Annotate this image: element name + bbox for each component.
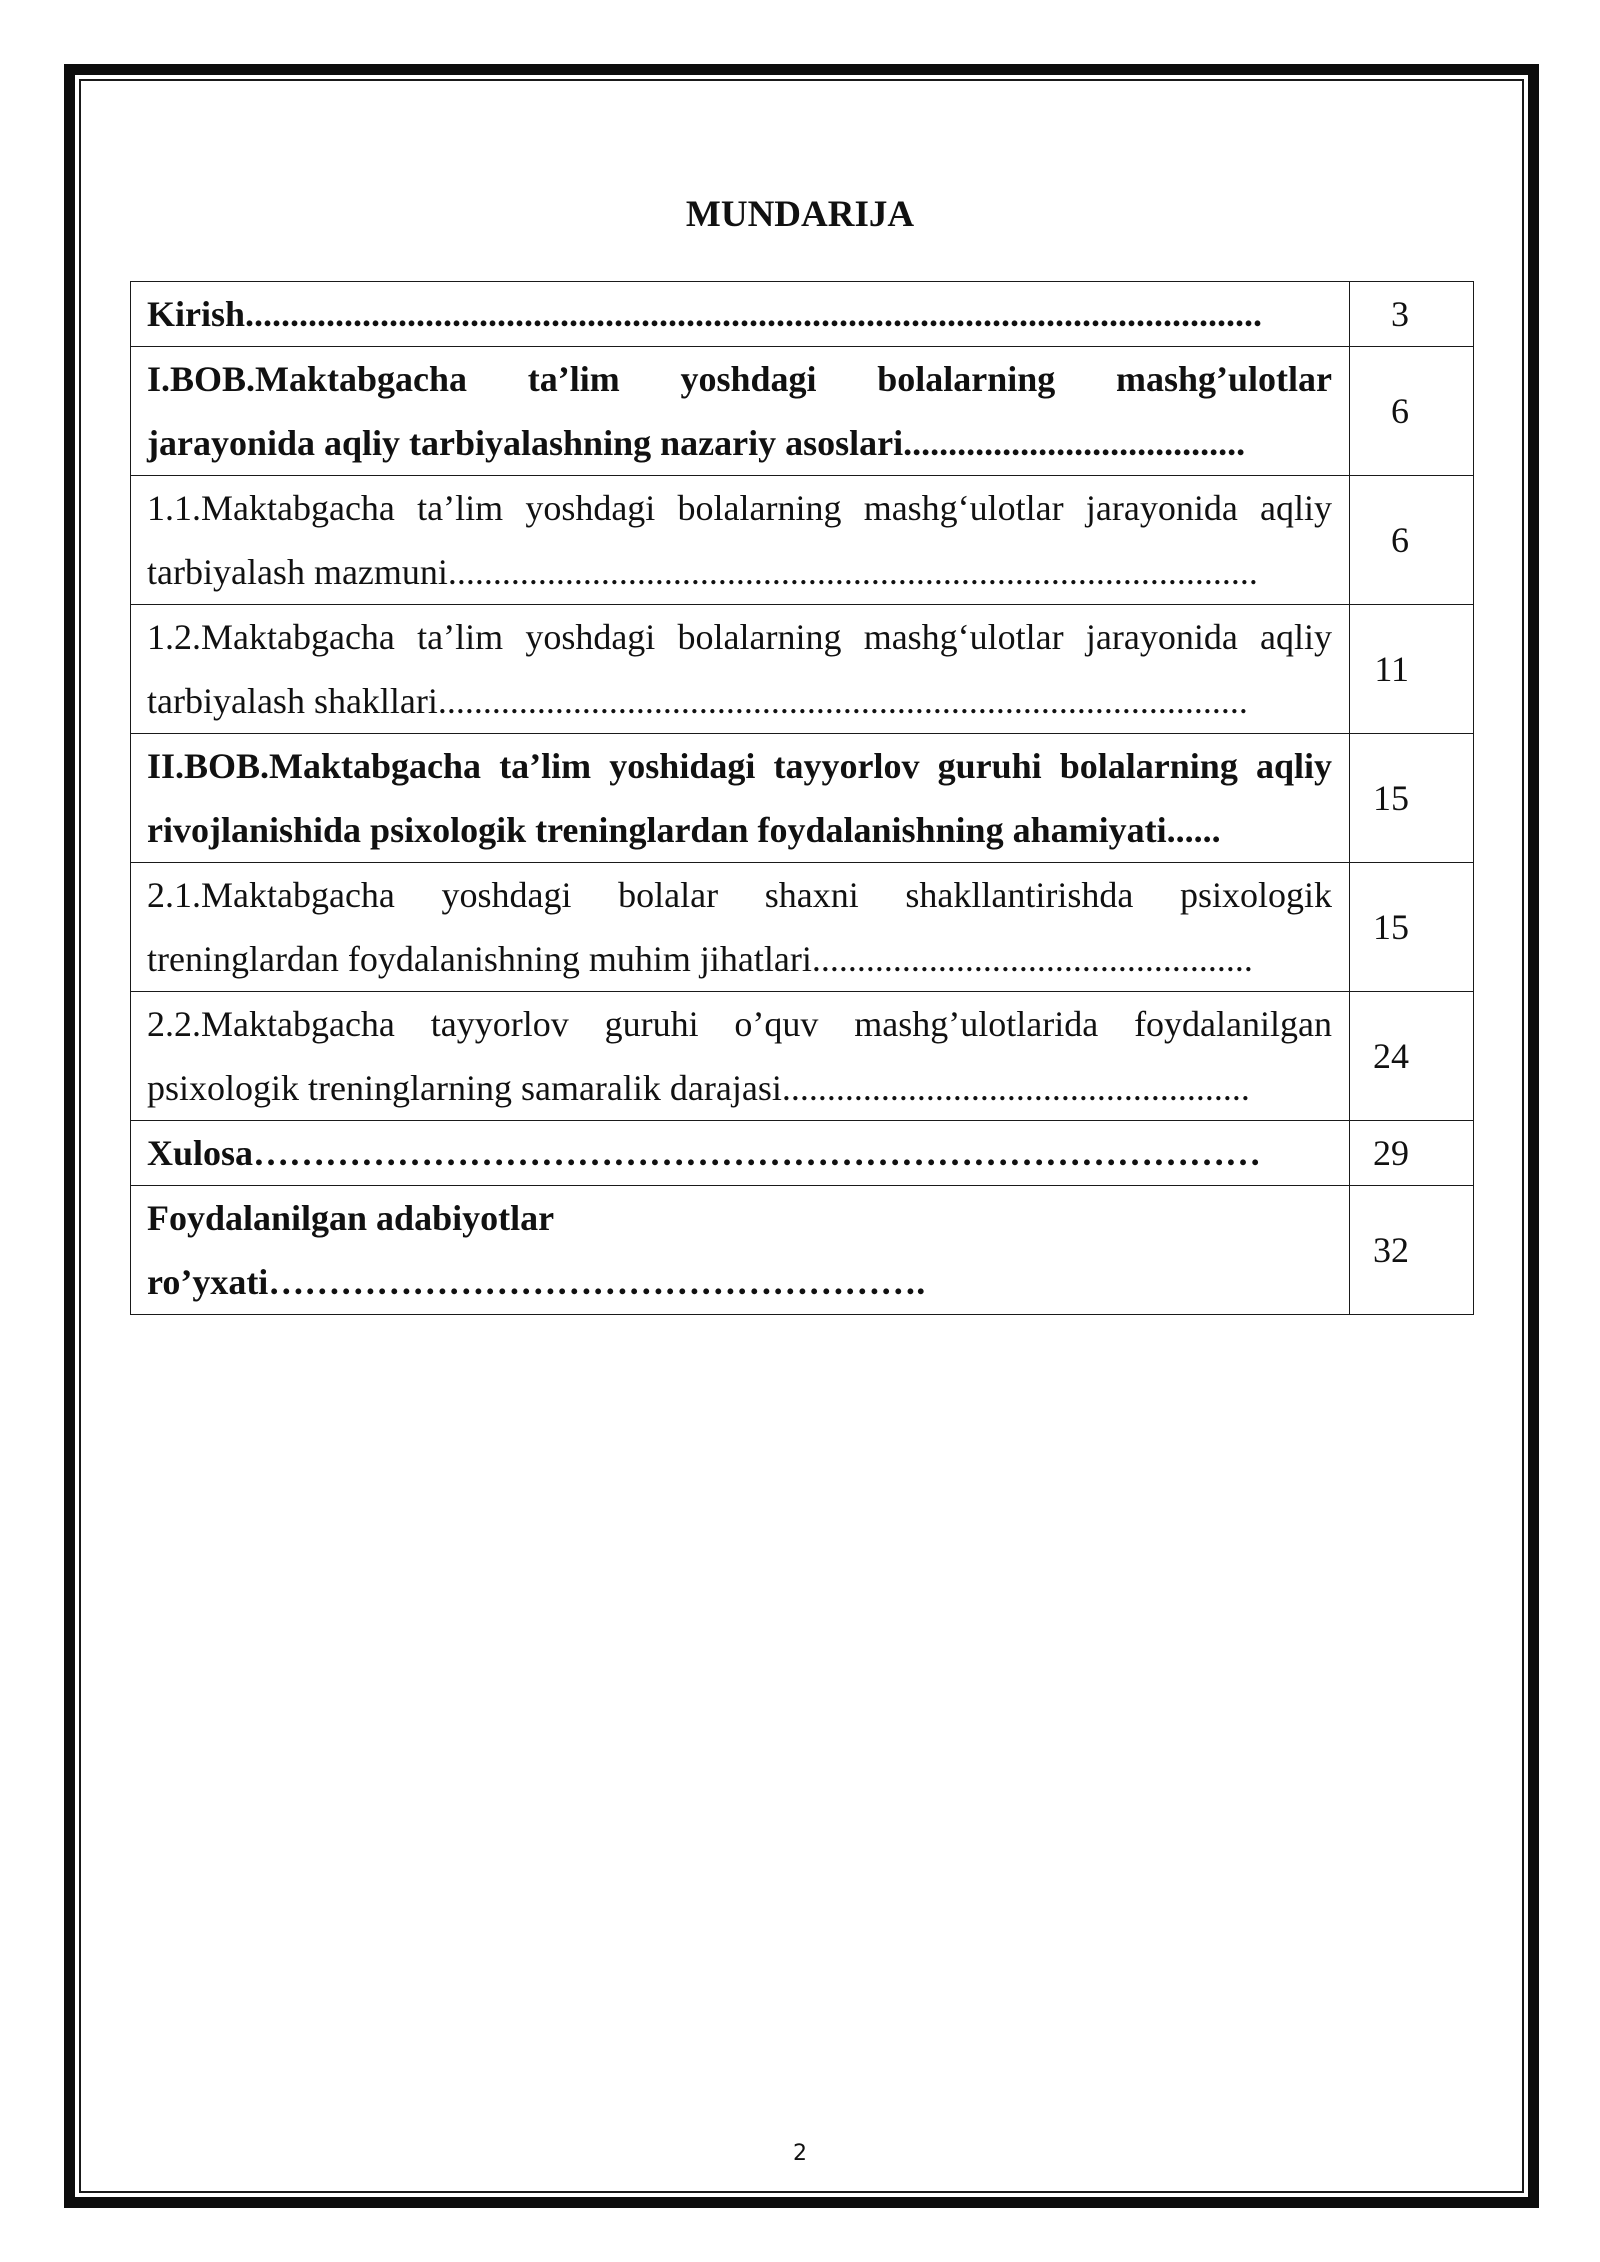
toc-row bbox=[131, 992, 1474, 1121]
toc-entry-title bbox=[131, 1121, 1350, 1186]
page-number: 2 bbox=[793, 2141, 807, 2166]
toc-entry-line: I.BOB.Maktabgacha ta’lim yoshdagi bolalarning mashg’ulotlar bbox=[147, 359, 1332, 399]
toc-page-number: 3 bbox=[1350, 282, 1474, 347]
toc-entry-line: Kirish................................................................................................................. bbox=[147, 294, 1263, 334]
toc-page-number: 11 bbox=[1350, 605, 1474, 734]
toc-entry-title bbox=[131, 863, 1350, 992]
toc-entry-line: Xulosa………………………………………………………………………… bbox=[147, 1133, 1262, 1173]
toc-entry-title bbox=[131, 347, 1350, 476]
toc-page-number: 6 bbox=[1350, 347, 1474, 476]
toc-row bbox=[131, 282, 1474, 347]
toc-page-number: 6 bbox=[1350, 476, 1474, 605]
toc-entry-line: tarbiyalash mazmuni.......................................................................................... bbox=[147, 552, 1258, 592]
toc-entry-line: jarayonida aqliy tarbiyalashning nazariy asoslari...................................... bbox=[147, 423, 1246, 463]
toc-entry-line: Foydalanilgan adabiyotlar ro’yxati………………………………………………. bbox=[147, 1198, 926, 1302]
toc-entry-line: 2.1.Maktabgacha yoshdagi bolalar shaxni shakllantirishda psixologik bbox=[147, 875, 1332, 915]
toc-page-number: 29 bbox=[1350, 1121, 1474, 1186]
toc-row bbox=[131, 1121, 1474, 1186]
toc-entry-line: psixologik treninglarning samaralik darajasi.................................................... bbox=[147, 1068, 1250, 1108]
toc-row bbox=[131, 734, 1474, 863]
toc-entry-line: 2.2.Maktabgacha tayyorlov guruhi o’quv mashg’ulotlarida foydalanilgan bbox=[147, 1004, 1332, 1044]
toc-entry-title bbox=[131, 992, 1350, 1121]
toc-entry-line: II.BOB.Maktabgacha ta’lim yoshidagi tayyorlov guruhi bolalarning aqliy bbox=[147, 746, 1332, 786]
toc-entry-title bbox=[131, 282, 1350, 347]
document-title: MUNDARIJA bbox=[685, 194, 915, 235]
table-of-contents bbox=[130, 281, 1474, 1315]
toc-row bbox=[131, 605, 1474, 734]
toc-entry-line: 1.2.Maktabgacha ta’lim yoshdagi bolalarning mashg‘ulotlar jarayonida aqliy bbox=[147, 617, 1332, 657]
toc-row bbox=[131, 476, 1474, 605]
toc-entry-title bbox=[131, 476, 1350, 605]
toc-entry-line: tarbiyalash shakllari.......................................................................................... bbox=[147, 681, 1248, 721]
toc-entry-line: treninglardan foydalanishning muhim jihatlari................................................. bbox=[147, 939, 1253, 979]
toc-row bbox=[131, 863, 1474, 992]
toc-row bbox=[131, 347, 1474, 476]
toc-entry-title bbox=[131, 1186, 1350, 1315]
toc-page-number: 32 bbox=[1350, 1186, 1474, 1315]
toc-page-number: 15 bbox=[1350, 734, 1474, 863]
toc-entry-line: 1.1.Maktabgacha ta’lim yoshdagi bolalarning mashg‘ulotlar jarayonida aqliy bbox=[147, 488, 1332, 528]
toc-page-number: 15 bbox=[1350, 863, 1474, 992]
toc-page-number: 24 bbox=[1350, 992, 1474, 1121]
toc-entry-line: rivojlanishida psixologik treninglardan foydalanishning ahamiyati...... bbox=[147, 810, 1221, 850]
toc-entry-title bbox=[131, 605, 1350, 734]
toc-row bbox=[131, 1186, 1474, 1315]
toc-entry-title bbox=[131, 734, 1350, 863]
